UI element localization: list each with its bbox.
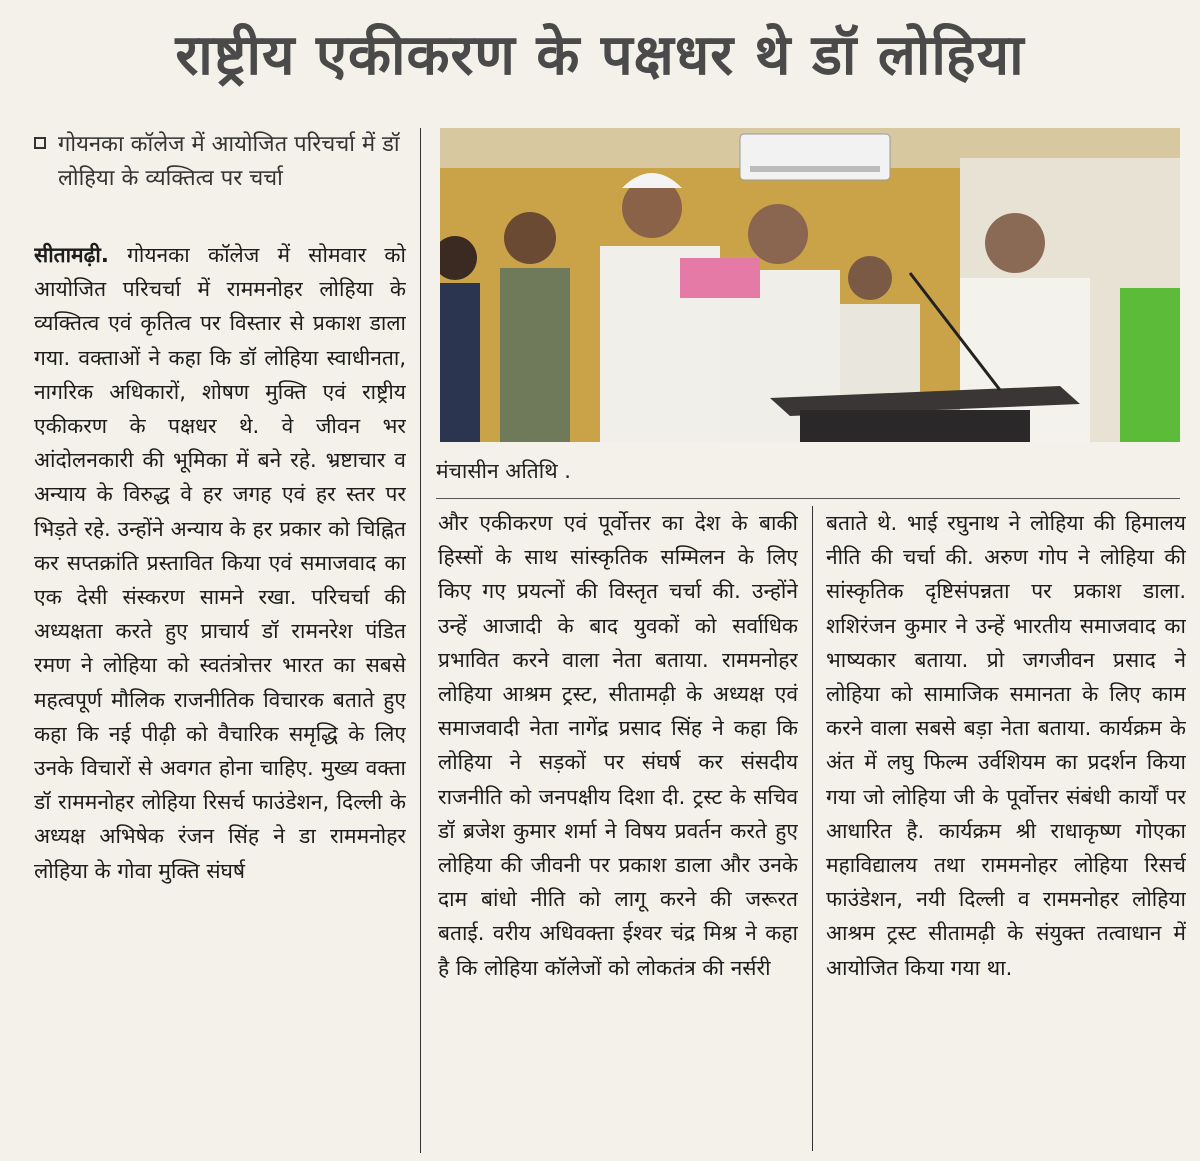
caption-divider: [436, 498, 1180, 499]
column-divider: [420, 128, 421, 1153]
photo-illustration: [440, 128, 1180, 442]
article-text-2: और एकीकरण एवं पूर्वोत्तर का देश के बाकी हिस्सों के साथ सांस्कृतिक सम्मिलन के लिए किए गए प्रयत्नों की विस्तृत चर्चा की. उन्होंने उन्हें आजादी के बाद युवकों को सर्वाधिक प्रभावित करने वाला नेता बताया. राममनोहर लोहिया आश्रम ट्रस्ट, सीतामढ़ी के अध्यक्ष एवं समाजवादी नेता नागेंद्र प्रसाद सिंह ने कहा कि लोहिया ने सड़कों पर संघर्ष कर संसदीय राजनीति को जनपक्षीय दिशा दी. ट्रस्ट के सचिव डॉ ब्रजेश कुमार शर्मा ने विषय प्रवर्तन करते हुए लोहिया की जीवनी पर प्रकाश डाला और उनके दाम बांधो नीति को लागू करने की जरूरत बताई. वरीय अधिवक्ता ईश्वर चंद्र मिश्र ने कहा है कि लोहिया कॉलेजों को लोकतंत्र की नर्सरी: [438, 511, 798, 980]
square-bullet-icon: [34, 137, 46, 149]
article-text-3: बताते थे. भाई रघुनाथ ने लोहिया की हिमालय नीति की चर्चा की. अरुण गोप ने लोहिया की सांस्कृतिक दृष्टिसंपन्नता पर प्रकाश डाला. शशिरंजन कुमार ने उन्हें भारतीय समाजवाद का भाष्यकार बताया. प्रो जगजीवन प्रसाद ने लोहिया को सामाजिक समानता के लिए काम करने वाला सबसे बड़ा नेता बताया. कार्यक्रम के अंत में लघु फिल्म उर्वशियम का प्रदर्शन किया गया जो लोहिया जी के पूर्वोत्तर संबंधी कार्यों पर आधारित है. कार्यक्रम श्री राधाकृष्ण गोएका महाविद्यालय तथा राममनोहर लोहिया रिसर्च फाउंडेशन, नयी दिल्ली व राममनोहर लोहिया आश्रम ट्रस्ट सीतामढ़ी के संयुक्त तत्वाधान में आयोजित किया गया था.: [826, 511, 1186, 980]
article-column-3: [826, 506, 1186, 1151]
column-divider: [812, 506, 813, 1151]
subheadline-text: गोयनका कॉलेज में आयोजित परिचर्चा में डॉ लोहिया के व्यक्तित्व पर चर्चा: [58, 132, 400, 191]
article-column-1: [34, 238, 406, 1153]
event-photo: [440, 128, 1180, 442]
article-text-1: गोयनका कॉलेज में सोमवार को आयोजित परिचर्चा में राममनोहर लोहिया के व्यक्तित्व एवं कृतित्व पर विस्तार से प्रकाश डाला गया. वक्ताओं ने कहा कि डॉ लोहिया स्वाधीनता, नागरिक अधिकारों, शोषण मुक्ति एवं राष्ट्रीय एकीकरण के पक्षधर थे. वे जीवन भर आंदोलनकारी की भूमिका में बने रहे. भ्रष्टाचार व अन्याय के विरुद्ध वे हर जगह एवं हर स्तर पर भिड़ते रहे. उन्होंने अन्याय के हर प्रकार को चिह्नित कर सप्तक्रांति प्रस्तावित किया एवं समाजवाद का एक देसी संस्करण सामने रखा. परिचर्चा की अध्यक्षता करते हुए प्राचार्य डॉ रामनरेश पंडित रमण ने लोहिया को स्वतंत्रोत्तर भारत का सबसे महत्वपूर्ण मौलिक राजनीतिक विचारक बताते हुए कहा कि नई पीढ़ी को वैचारिक समृद्धि के लिए उनके विचारों से अवगत होना चाहिए. मुख्य वक्ता डॉ राममनोहर लोहिया रिसर्च फाउंडेशन, दिल्ली के अध्यक्ष अभिषेक रंजन सिंह ने डा राममनोहर लोहिया के गोवा मुक्ति संघर्ष: [34, 243, 406, 883]
photo-caption: मंचासीन अतिथि .: [436, 459, 571, 483]
article-column-2: [438, 506, 798, 1151]
subheadline: [58, 128, 418, 196]
dateline: सीतामढ़ी.: [34, 243, 109, 267]
headline: राष्ट्रीय एकीकरण के पक्षधर थे डॉ लोहिया: [175, 23, 1025, 88]
